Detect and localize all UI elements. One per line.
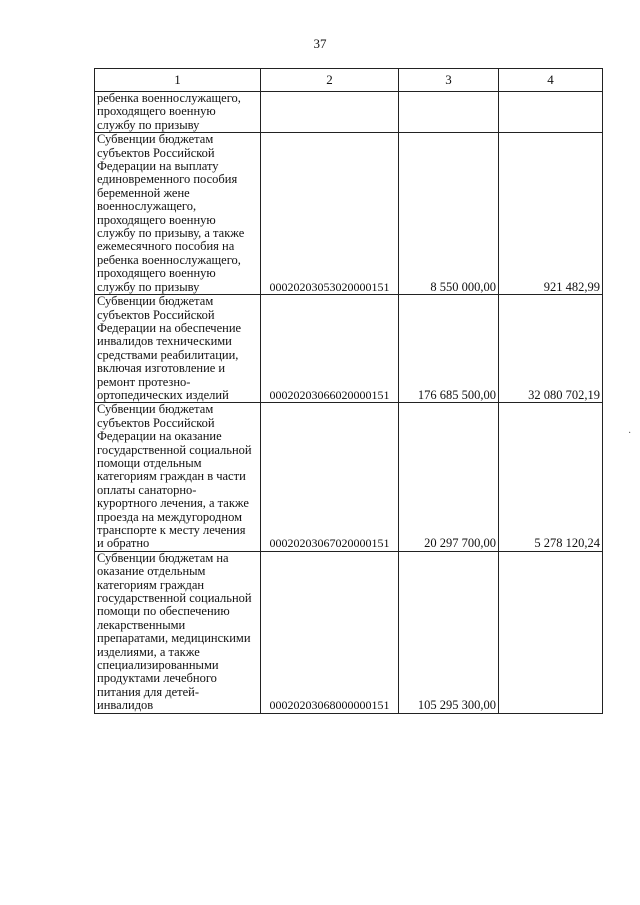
row-amount-fact: 32 080 702,19: [499, 295, 603, 403]
column-header-1: 1: [95, 69, 261, 92]
table-row: [95, 92, 603, 133]
column-header-2: 2: [261, 69, 399, 92]
row-amount-plan: [399, 92, 499, 133]
row-name: Субвенции бюджетам на оказание отдельным категориям граждан государственной социальной помощи по обеспечению лекарственными препаратами, медицинскими изделиями, а также специализированными продуктами лечебного питания для детей- инвалидов: [95, 551, 261, 713]
column-header-3: 3: [399, 69, 499, 92]
row-amount-fact: 921 482,99: [499, 133, 603, 295]
row-code: 00020203053020000151: [261, 133, 399, 295]
row-amount-plan: 105 295 300,00: [399, 551, 499, 713]
table-row: [95, 551, 603, 713]
budget-table: [94, 68, 603, 714]
row-amount-plan: 176 685 500,00: [399, 295, 499, 403]
table-row: [95, 295, 603, 403]
row-name: Субвенции бюджетам субъектов Российской Федерации на оказание государственной социальной помощи отдельным категориям граждан в части оплаты санаторно- курортного лечения, а также проезда на междугородном транспорте к месту лечения и обратно: [95, 403, 261, 551]
margin-mark: ·: [628, 428, 632, 439]
row-amount-fact: [499, 92, 603, 133]
row-amount-fact: [499, 551, 603, 713]
column-header-4: 4: [499, 69, 603, 92]
row-name: Субвенции бюджетам субъектов Российской Федерации на выплату единовременного пособия беременной жене военнослужащего, проходящего военную службу по призыву, а также ежемесячного пособия на ребенка военнослужащего, проходящего военную службу по призыву: [95, 133, 261, 295]
row-code: [261, 92, 399, 133]
row-amount-fact: 5 278 120,24: [499, 403, 603, 551]
row-code: 00020203068000000151: [261, 551, 399, 713]
row-name: Субвенции бюджетам субъектов Российской Федерации на обеспечение инвалидов техническими средствами реабилитации, включая изготовление и ремонт протезно- ортопедических изделий: [95, 295, 261, 403]
row-code: 00020203067020000151: [261, 403, 399, 551]
row-code: 00020203066020000151: [261, 295, 399, 403]
row-amount-plan: 8 550 000,00: [399, 133, 499, 295]
row-name: ребенка военнослужащего, проходящего военную службу по призыву: [95, 92, 261, 133]
table-row: [95, 133, 603, 295]
table-header-row: [95, 69, 603, 92]
table-row: [95, 403, 603, 551]
page-number: 37: [313, 36, 327, 51]
row-amount-plan: 20 297 700,00: [399, 403, 499, 551]
